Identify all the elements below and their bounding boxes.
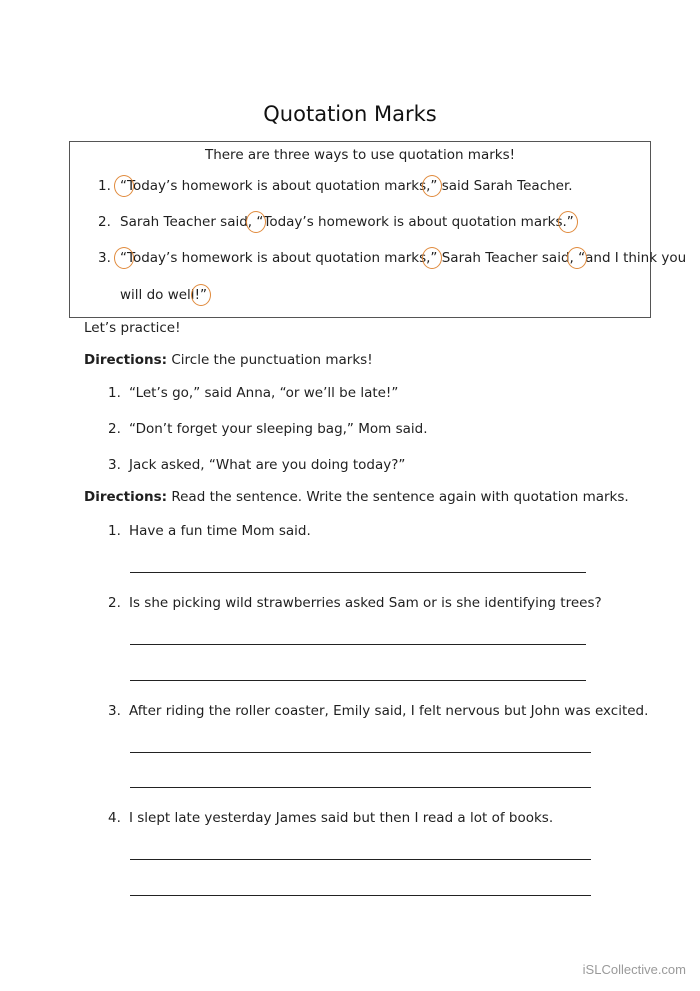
example-1	[98, 178, 573, 194]
circled-quote-mark: “	[120, 250, 127, 266]
answer-line[interactable]	[130, 644, 586, 645]
answer-line[interactable]	[130, 572, 586, 573]
item-text: Is she picking wild strawberries asked Sam or is she identifying trees?	[129, 595, 602, 611]
example-text: Sarah Teacher said	[120, 214, 248, 230]
circled-exclamation-quote-mark: !”	[194, 287, 207, 303]
item-text: Have a fun time Mom said.	[129, 523, 311, 539]
example-text: will do well	[120, 287, 195, 303]
circled-quote-mark: “	[120, 178, 127, 194]
item-number: 3.	[108, 703, 121, 719]
directions-2	[84, 489, 629, 505]
item-text: “Let’s go,” said Anna, “or we’ll be late!”	[129, 385, 399, 401]
answer-line[interactable]	[130, 859, 591, 860]
circled-comma-quote-mark: , “	[247, 214, 264, 230]
directions-text: Circle the punctuation marks!	[167, 352, 373, 368]
example-text: and I think you	[585, 250, 687, 266]
example-number: 1.	[98, 178, 111, 194]
item-number: 3.	[108, 457, 121, 473]
practice-heading: Let’s practice!	[84, 320, 181, 336]
item-number: 2.	[108, 421, 121, 437]
item-number: 4.	[108, 810, 121, 826]
item-text: Jack asked, “What are you doing today?”	[129, 457, 406, 473]
item-number: 1.	[108, 523, 121, 539]
box-heading: There are three ways to use quotation marks!	[204, 147, 516, 163]
circled-comma-quote-mark: ,”	[426, 178, 438, 194]
answer-line[interactable]	[130, 680, 586, 681]
item-text: I slept late yesterday James said but then I read a lot of books.	[129, 810, 554, 826]
item-number: 2.	[108, 595, 121, 611]
rewrite-item-4	[108, 810, 553, 826]
directions-1	[84, 352, 373, 368]
circled-comma-quote-mark: ,”	[426, 250, 438, 266]
example-text: Today’s homework is about quotation marks	[127, 250, 427, 266]
rewrite-item-3	[108, 703, 648, 719]
item-text: After riding the roller coaster, Emily said, I felt nervous but John was excited.	[129, 703, 649, 719]
circled-comma-quote-mark: , “	[569, 250, 586, 266]
answer-line[interactable]	[130, 895, 591, 896]
footer-watermark: iSLCollective.com	[582, 962, 686, 977]
answer-line[interactable]	[130, 752, 591, 753]
directions-label: Directions:	[84, 489, 168, 505]
circle-item-2	[108, 421, 427, 437]
circle-item-3	[108, 457, 405, 473]
examples-box	[69, 141, 687, 318]
example-text: Sarah Teacher said	[437, 250, 570, 266]
item-text: “Don’t forget your sleeping bag,” Mom said.	[129, 421, 428, 437]
directions-label: Directions:	[84, 352, 168, 368]
item-number: 1.	[108, 385, 121, 401]
rewrite-item-1	[108, 523, 311, 539]
example-text: Today’s homework is about quotation marks	[263, 214, 563, 230]
directions-text: Read the sentence. Write the sentence again with quotation marks.	[167, 489, 629, 505]
circled-period-quote-mark: .”	[562, 214, 574, 230]
example-2	[98, 214, 574, 230]
example-number: 3.	[98, 250, 111, 266]
answer-line[interactable]	[130, 787, 591, 788]
circle-item-1	[108, 385, 398, 401]
example-3-continuation	[120, 287, 207, 303]
example-text: said Sarah Teacher.	[437, 178, 573, 194]
example-3	[98, 250, 686, 266]
example-number: 2.	[98, 214, 111, 230]
example-text: Today’s homework is about quotation marks	[127, 178, 427, 194]
page-title: Quotation Marks	[263, 102, 437, 126]
rewrite-item-2	[108, 595, 602, 611]
